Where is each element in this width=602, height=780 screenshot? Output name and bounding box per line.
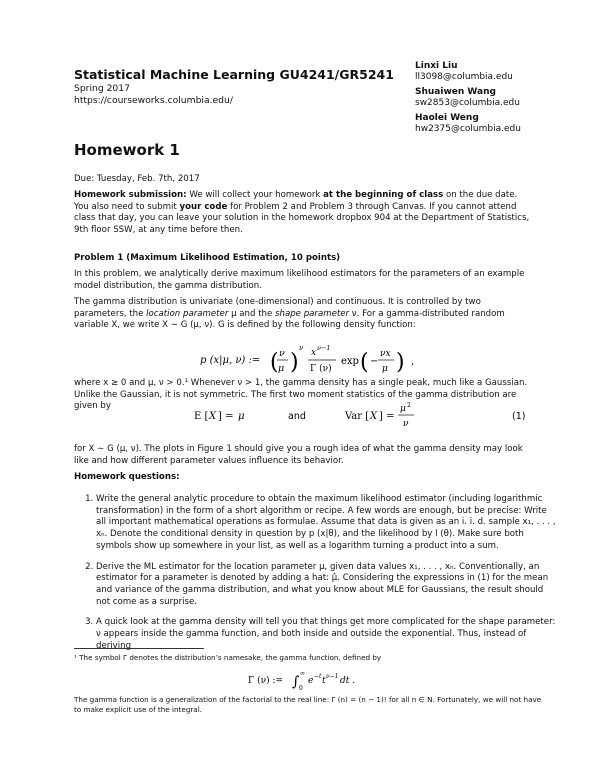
support-paragraph: where x ≥ 0 and μ, ν > 0.¹ Whenever ν > 1, the gamma density has a single peak, much like a Gaussian. Unlike the Gaussian, it is not symmetric. The first two moment statistics of the gamma distribution are given by <box>74 378 528 412</box>
equation-number: (1) <box>512 411 526 422</box>
svg-text:): ) <box>290 350 299 375</box>
svg-text:−t: −t <box>314 673 322 680</box>
svg-text:μ: μ <box>400 404 406 414</box>
svg-text:): ) <box>396 350 405 375</box>
svg-text:x: x <box>311 348 317 358</box>
svg-text:∫: ∫ <box>292 674 300 690</box>
svg-text:0: 0 <box>299 685 303 692</box>
author-3 <box>415 113 521 135</box>
author-1 <box>415 61 513 83</box>
svg-text:] =: ] = <box>379 411 395 422</box>
emphasis: your code <box>179 201 228 212</box>
svg-text:ν: ν <box>299 344 304 352</box>
list-item: 3. A quick look at the gamma density will tell you that things get more complicated for the shape parameter: ν appears inside the gamma function, and both inside and outside the exponential. Thus, instead of deriving <box>96 617 556 652</box>
emphasis: shape parameter <box>275 308 350 319</box>
svg-text:exp: exp <box>341 356 359 367</box>
svg-text:,: , <box>411 356 415 367</box>
svg-text:X: X <box>370 411 378 422</box>
svg-text:E [: E [ <box>194 411 209 422</box>
text: The gamma distribution is univariate (one-dimensional) and continuous. It is controlled by two parameters, the <box>74 297 481 319</box>
footnote-text: ¹ The symbol Γ denotes the distribution’s namesake, the gamma function, defined by <box>74 653 382 662</box>
text: on the due date. You also need to submit <box>74 190 518 212</box>
text: We will collect your homework <box>186 190 324 200</box>
questions-heading: Homework questions: <box>74 472 180 482</box>
author-email: sw2853@columbia.edu <box>415 98 520 108</box>
density-equation <box>190 336 450 382</box>
svg-text:Γ (ν): Γ (ν) <box>310 364 332 374</box>
submission-paragraph <box>74 190 534 237</box>
svg-text:and: and <box>288 411 306 422</box>
questions-list <box>74 494 556 661</box>
text: ν. For a gamma-distributed random variable X, we write X ∼ G (μ, ν). G is defined by the following density function: <box>74 308 505 331</box>
list-item: 2. Derive the ML estimator for the location parameter μ, given data values x₁, . . . , xₙ. Conventionally, an estimator for a parameter is denoted by adding a hat: μ̂. Considering the expressions in (1) for the mean and variance of the gamma distribution, and what you know about MLE for Gaussians, the result should not come as a surprise. <box>96 562 556 609</box>
svg-text:μ: μ <box>278 363 285 374</box>
svg-text:μ: μ <box>238 411 245 422</box>
author-2 <box>415 87 520 109</box>
moment-equation <box>160 398 540 432</box>
footnote-text-2: The gamma function is a generalization of the factorial to the real line: Γ (n) = (n − 1)! for all n ∈ N. Fortunately, we will not have to make explicit use of the integral. <box>74 695 542 714</box>
author-name: Shuaiwen Wang <box>415 87 496 97</box>
emphasis: location parameter <box>146 308 229 319</box>
svg-text:(: ( <box>270 350 279 375</box>
svg-text:ν−1: ν−1 <box>326 673 339 680</box>
svg-text:ν−1: ν−1 <box>317 344 331 352</box>
problem-intro: In this problem, we analytically derive maximum likelihood estimators for the parameters of an example model distribution, the gamma distribution. <box>74 269 525 291</box>
svg-text:p (x|μ, ν) :=: p (x|μ, ν) := <box>200 355 261 366</box>
emphasis: at the beginning of class <box>323 190 444 200</box>
page-title: Homework 1 <box>74 141 180 159</box>
svg-text:νx: νx <box>380 349 391 359</box>
course-term: Spring 2017 <box>74 83 130 94</box>
svg-text:Γ (ν) :=: Γ (ν) := <box>248 676 284 686</box>
figure-reference-paragraph: for X ∼ G (μ, ν). The plots in Figure 1 should give you a rough idea of what the gamma density may look like and how different parameter values influence its behavior. <box>74 444 523 466</box>
svg-text:Var [: Var [ <box>345 411 370 422</box>
svg-text:] =: ] = <box>218 411 234 422</box>
due-date: Due: Tuesday, Feb. 7th, 2017 <box>74 174 200 184</box>
svg-text:X: X <box>209 411 217 422</box>
svg-text:t: t <box>322 676 326 686</box>
svg-text:(: ( <box>360 350 369 375</box>
gamma-definition-paragraph <box>74 297 534 332</box>
svg-text:ν: ν <box>403 419 409 429</box>
text: μ and the <box>228 308 276 319</box>
text: for Problem 2 and Problem 3 through Canvas. If you cannot attend class that day, you can leave your solution in the homework dropbox 904 at the Department of Statistics, 9th floor SSW, at any time before then. <box>74 201 530 236</box>
submission-label: Homework submission: <box>74 190 187 200</box>
author-name: Haolei Weng <box>415 113 479 123</box>
svg-text:2: 2 <box>407 402 411 409</box>
problem-title: Problem 1 (Maximum Likelihood Estimation, 10 points) <box>74 253 341 263</box>
footnote-rule <box>74 648 204 649</box>
svg-text:∞: ∞ <box>300 670 305 677</box>
author-name: Linxi Liu <box>415 61 458 71</box>
course-title: Statistical Machine Learning GU4241/GR5241 <box>74 67 394 82</box>
gamma-function-equation <box>246 668 366 692</box>
author-email: hw2375@columbia.edu <box>415 124 521 134</box>
svg-text:e: e <box>308 676 314 686</box>
svg-text:ν: ν <box>279 348 285 359</box>
svg-text:−: − <box>370 356 379 367</box>
svg-text:μ: μ <box>382 364 388 374</box>
course-url: https://courseworks.columbia.edu/ <box>74 95 233 106</box>
author-email: ll3098@columbia.edu <box>415 72 513 82</box>
list-item: 1. Write the general analytic procedure to obtain the maximum likelihood estimator (including logarithmic transformation) in the form of a short algorithm or recipe. A few words are enough, but be precise: Write all important mathematical operations as formulae. Assume that data is given as an i. i. d. sample x₁, . . . , xₙ. Denote the conditional density in question by p (x|θ), and the likelihood by l (θ). Make sure both symbols show up somewhere in your list, as well as a logarithm turning a product into a sum. <box>96 494 556 553</box>
svg-text:dt .: dt . <box>340 676 356 686</box>
